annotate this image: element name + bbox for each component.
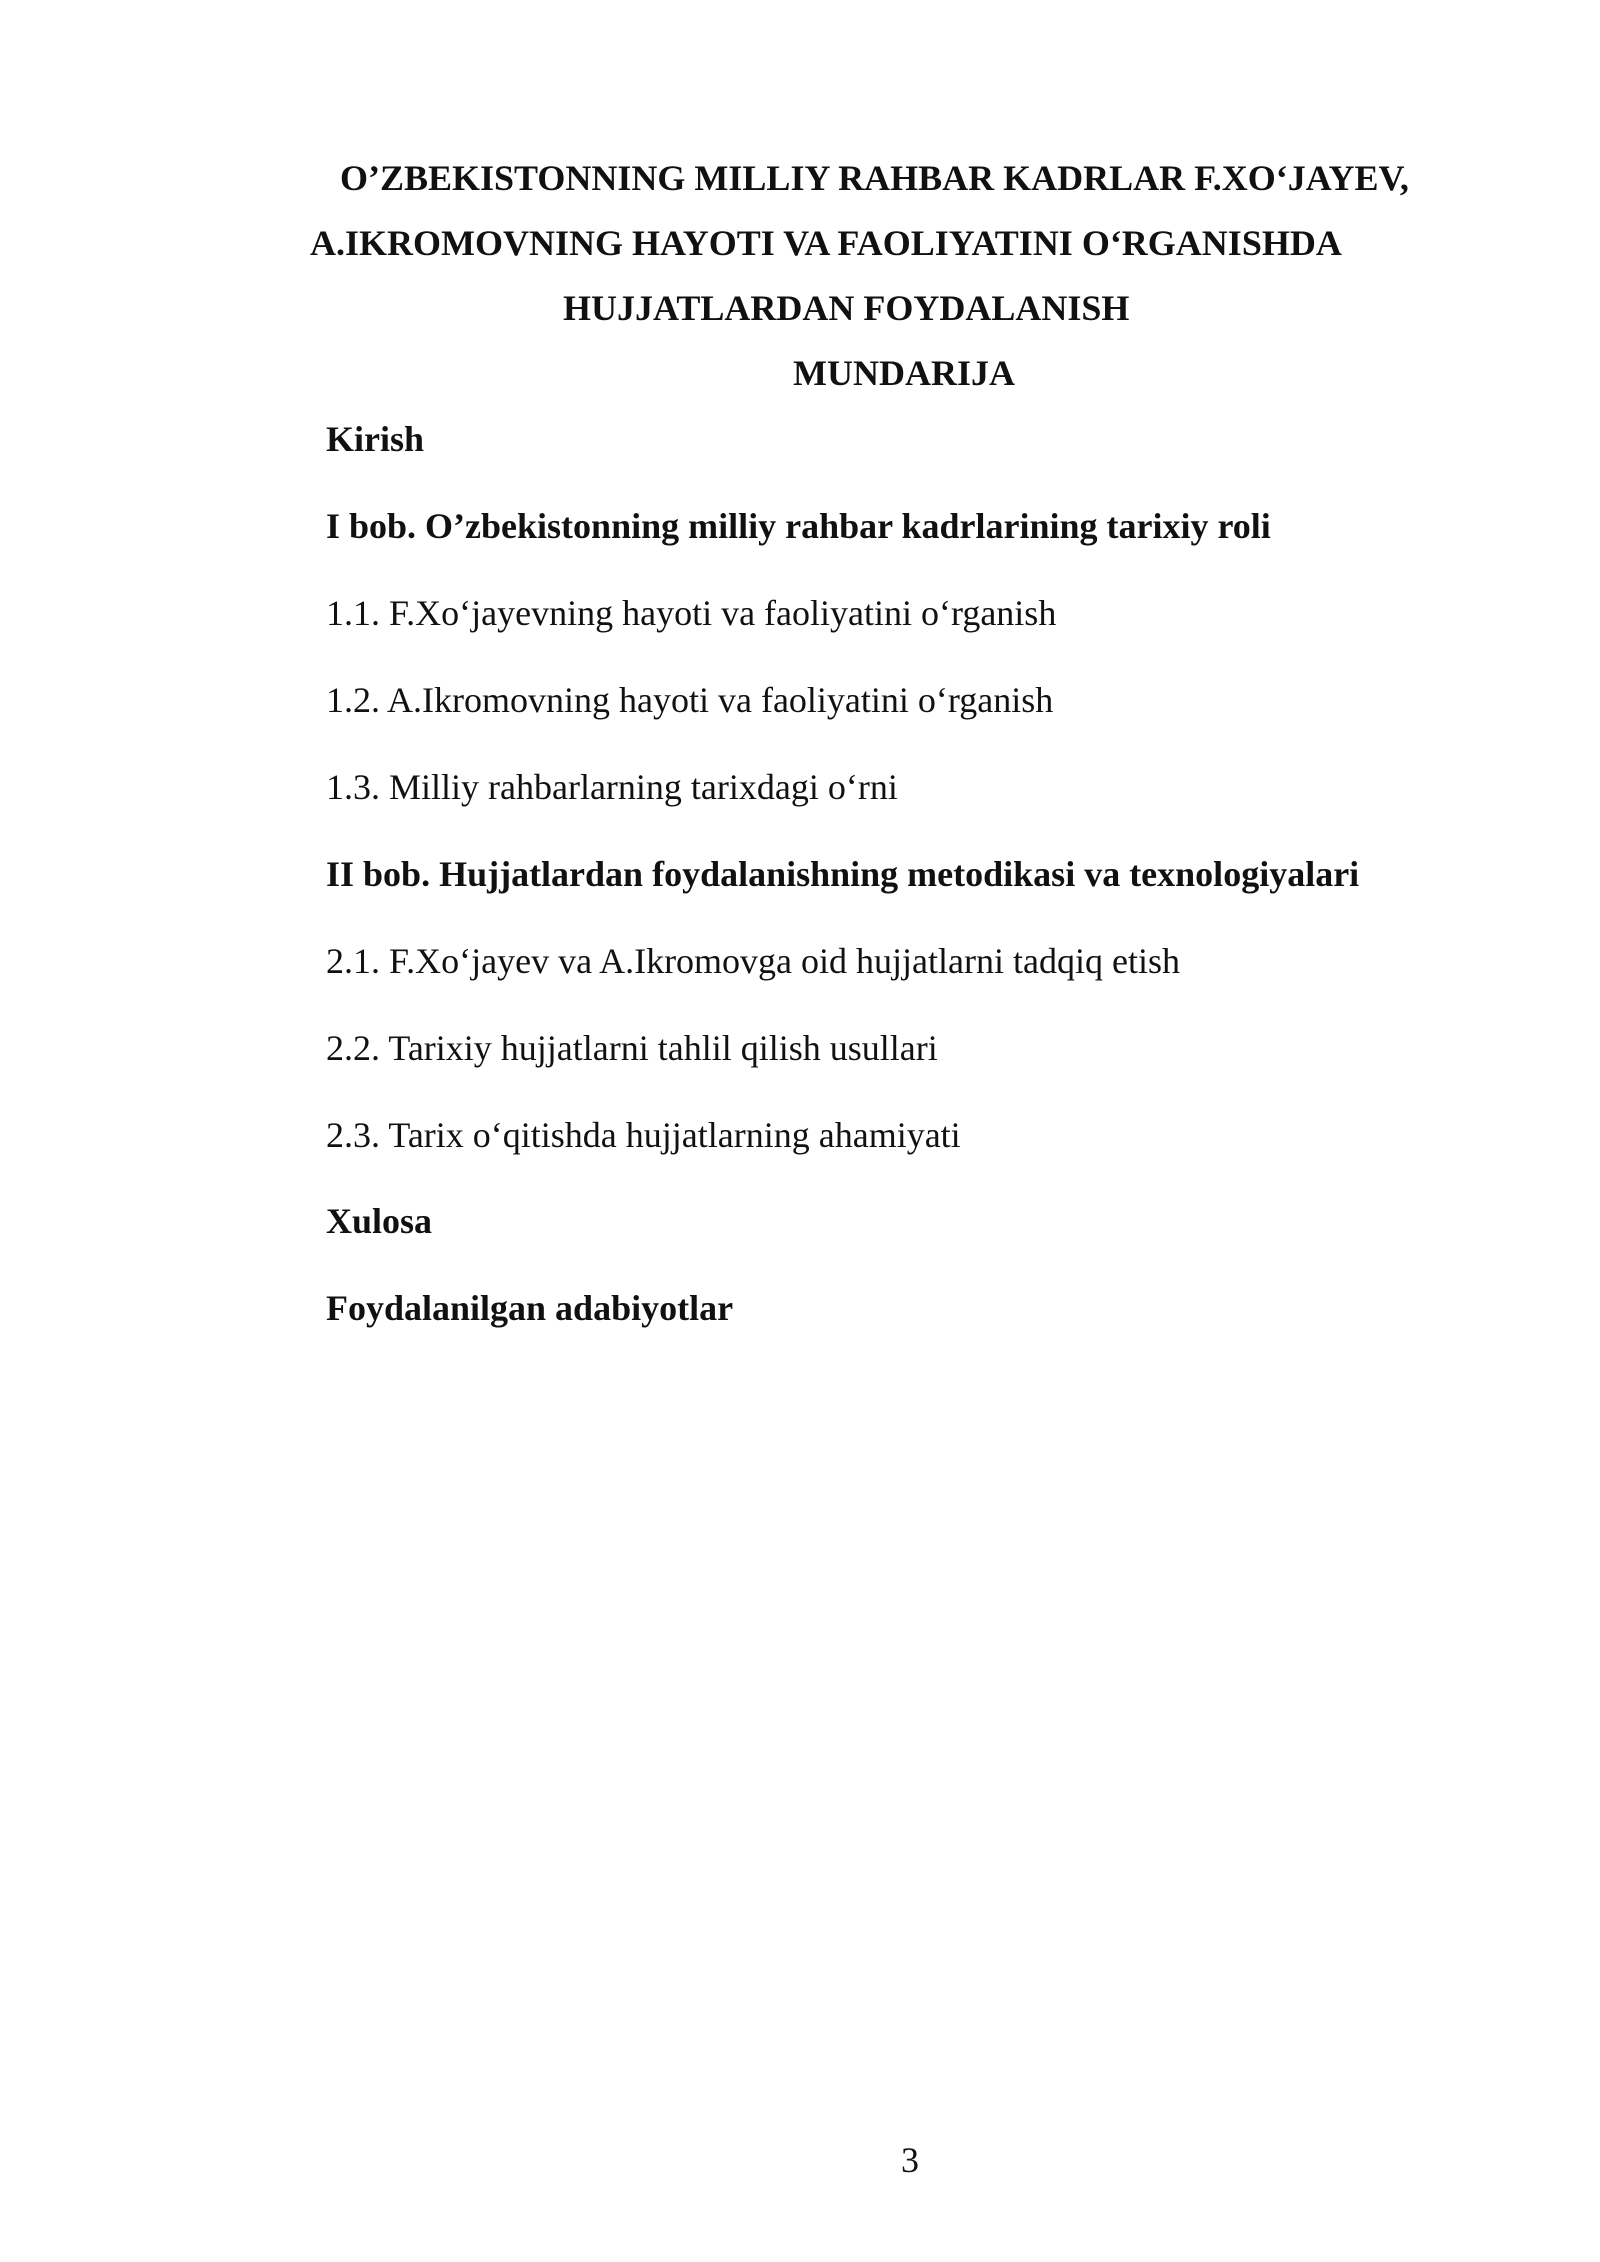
toc-item-chapter-1: I bob. O’zbekistonning milliy rahbar kadrlarining tarixiy roli [326,506,1271,546]
toc-item-section-1-3: 1.3. Milliy rahbarlarning tarixdagi o‘rni [326,767,898,807]
page-number: 3 [901,2140,919,2180]
toc-item-references: Foydalanilgan adabiyotlar [326,1288,734,1328]
toc-item-section-2-2: 2.2. Tarixiy hujjatlarni tahlil qilish usullari [326,1028,938,1068]
toc-item-introduction: Kirish [326,419,425,459]
toc-item-conclusion: Xulosa [326,1201,433,1241]
toc-item-section-2-1: 2.1. F.Xo‘jayev va A.Ikromovga oid hujjatlarni tadqiq etish [326,941,1180,981]
document-title-line-1: O’ZBEKISTONNING MILLIY RAHBAR KADRLAR F.XO‘JAYEV, [340,158,1409,198]
toc-item-section-2-3: 2.3. Tarix o‘qitishda hujjatlarning ahamiyati [326,1115,961,1155]
toc-heading: MUNDARIJA [793,353,1015,393]
toc-item-section-1-1: 1.1. F.Xo‘jayevning hayoti va faoliyatini o‘rganish [326,593,1057,633]
document-title-line-3: HUJJATLARDAN FOYDALANISH [563,288,1130,328]
toc-item-section-1-2: 1.2. A.Ikromovning hayoti va faoliyatini o‘rganish [326,680,1054,720]
toc-item-chapter-2: II bob. Hujjatlardan foydalanishning metodikasi va texnologiyalari [326,854,1360,894]
document-title-line-2: A.IKROMOVNING HAYOTI VA FAOLIYATINI O‘RGANISHDA [310,223,1342,263]
